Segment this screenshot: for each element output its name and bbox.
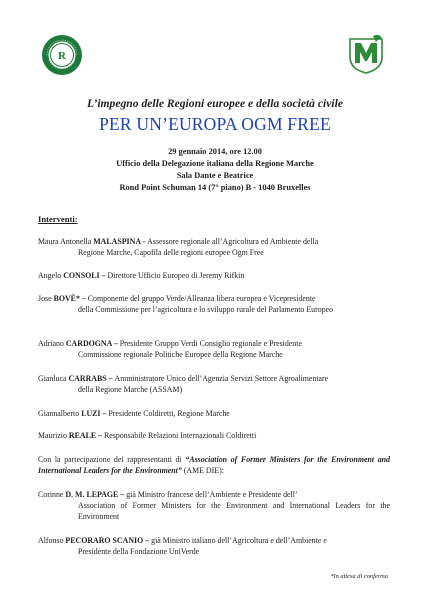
speaker-role: Direttore Ufficio Europeo di Jeremy Rifkin <box>107 271 245 280</box>
guest-entry <box>38 535 390 557</box>
event-venue: Ufficio della Delegazione italiana della Regione Marche <box>116 159 314 168</box>
speaker-separator: – <box>99 271 108 280</box>
speaker-role-cont: della Regione Marche (ASSAM) <box>78 385 183 394</box>
speaker-separator: - <box>140 237 148 246</box>
speaker-separator: – <box>96 431 104 440</box>
speaker-role-cont: Regione Marche, Capofila delle regioni europee Ogm Free <box>78 248 264 257</box>
speaker-role-cont: della Commissione per l’agricoltura e lo sviluppo rurale del Parlamento Europeo <box>78 305 334 314</box>
speaker-surname: MALASPINA <box>93 237 141 246</box>
speaker-role-cont: Commissione regionale Politiche Europee della Regione Marche <box>78 350 283 359</box>
section-label: Interventi: <box>38 214 78 224</box>
participation-suffix: (AME DIE): <box>181 466 224 475</box>
speaker-entry <box>38 373 390 395</box>
speaker-first-name: Maurizio <box>38 431 67 440</box>
guest-role: già Ministro italiano dell’Agricoltura e dell’Ambiente e <box>151 536 327 545</box>
svg-text:R: R <box>58 50 66 62</box>
speaker-first-name: Gianluca <box>38 374 67 383</box>
guest-role-cont: Presidente della Fondazione UniVerde <box>78 547 200 556</box>
speaker-first-name: Giannalberto <box>38 409 80 418</box>
speaker-role: Assessore regionale all’Agricoltura ed Ambiente della <box>147 237 319 246</box>
event-address: Rond Point Schuman 14 (7° piano) B - 1040 Bruxelles <box>119 183 311 192</box>
guest-role: già Ministro francese dell’Ambiente e Presidente dell’ <box>126 490 298 499</box>
speaker-role: Amministratore Unico dell’Agenzia Servizi Settore Agroalimentare <box>114 374 329 383</box>
speaker-surname: CARRABS <box>68 374 107 383</box>
speaker-first-name: Maura Antonella <box>38 237 92 246</box>
participation-prefix: Con la partecipazione dei rappresentanti di <box>38 455 186 464</box>
guest-first-name: Corinne <box>38 490 64 499</box>
guest-entry <box>38 489 390 522</box>
event-title: PER UN’EUROPA OGM FREE <box>99 114 331 134</box>
speaker-role: Responsabile Relazioni Internazionali Coldiretti <box>104 431 257 440</box>
speaker-separator: – <box>100 409 109 418</box>
speaker-entry <box>38 270 390 281</box>
guest-surname: D. M. LEPAGE <box>65 490 119 499</box>
speaker-separator: – <box>111 339 120 348</box>
speaker-role: Componente del gruppo Verde/Alleanza libera europea e Vicepresidente <box>87 294 316 303</box>
event-date: 29 gennaio 2014, ore 12.00 <box>168 147 262 156</box>
speaker-entry <box>38 338 390 360</box>
participation-note <box>38 454 390 476</box>
speaker-surname: CARDOGNA <box>65 339 112 348</box>
speaker-surname: LUZI <box>81 409 101 418</box>
marche-region-emblem-icon <box>346 33 386 75</box>
event-room: Sala Dante e Beatrice <box>176 171 254 180</box>
speaker-surname: CONSOLI <box>63 271 100 280</box>
speaker-entry <box>38 293 390 315</box>
speaker-entry <box>38 408 390 419</box>
speaker-first-name: Adriano <box>38 339 64 348</box>
speaker-surname: BOVÈ* <box>53 294 80 303</box>
footnote: *In attesa di conferma <box>330 573 388 580</box>
participation-org: “Association of Former Ministers for the Environment and International Leaders for the Environment” <box>38 455 390 475</box>
speaker-first-name: Jose <box>38 294 52 303</box>
guest-surname: PECORARO SCANIO <box>65 536 144 545</box>
guest-separator: – <box>143 536 152 545</box>
speaker-entry <box>38 236 390 258</box>
commission-seal-icon <box>41 34 83 76</box>
speaker-separator: – <box>79 294 88 303</box>
speaker-entry <box>38 430 390 441</box>
speaker-role: Presidente Coldiretti, Regione Marche <box>108 409 230 418</box>
speaker-first-name: Angelo <box>38 271 62 280</box>
guest-separator: – <box>118 490 127 499</box>
guest-role-cont: Association of Former Ministers for the Environment and International Leaders for the Environment <box>78 501 390 521</box>
speaker-surname: REALE <box>68 431 97 440</box>
speaker-role: Presidente Gruppo Verdi Consiglio regionale e Presidente <box>119 339 302 348</box>
guest-first-name: Alfonso <box>38 536 64 545</box>
event-subtitle: L’impegno delle Regioni europee e della società civile <box>87 97 343 110</box>
speaker-separator: – <box>106 374 115 383</box>
